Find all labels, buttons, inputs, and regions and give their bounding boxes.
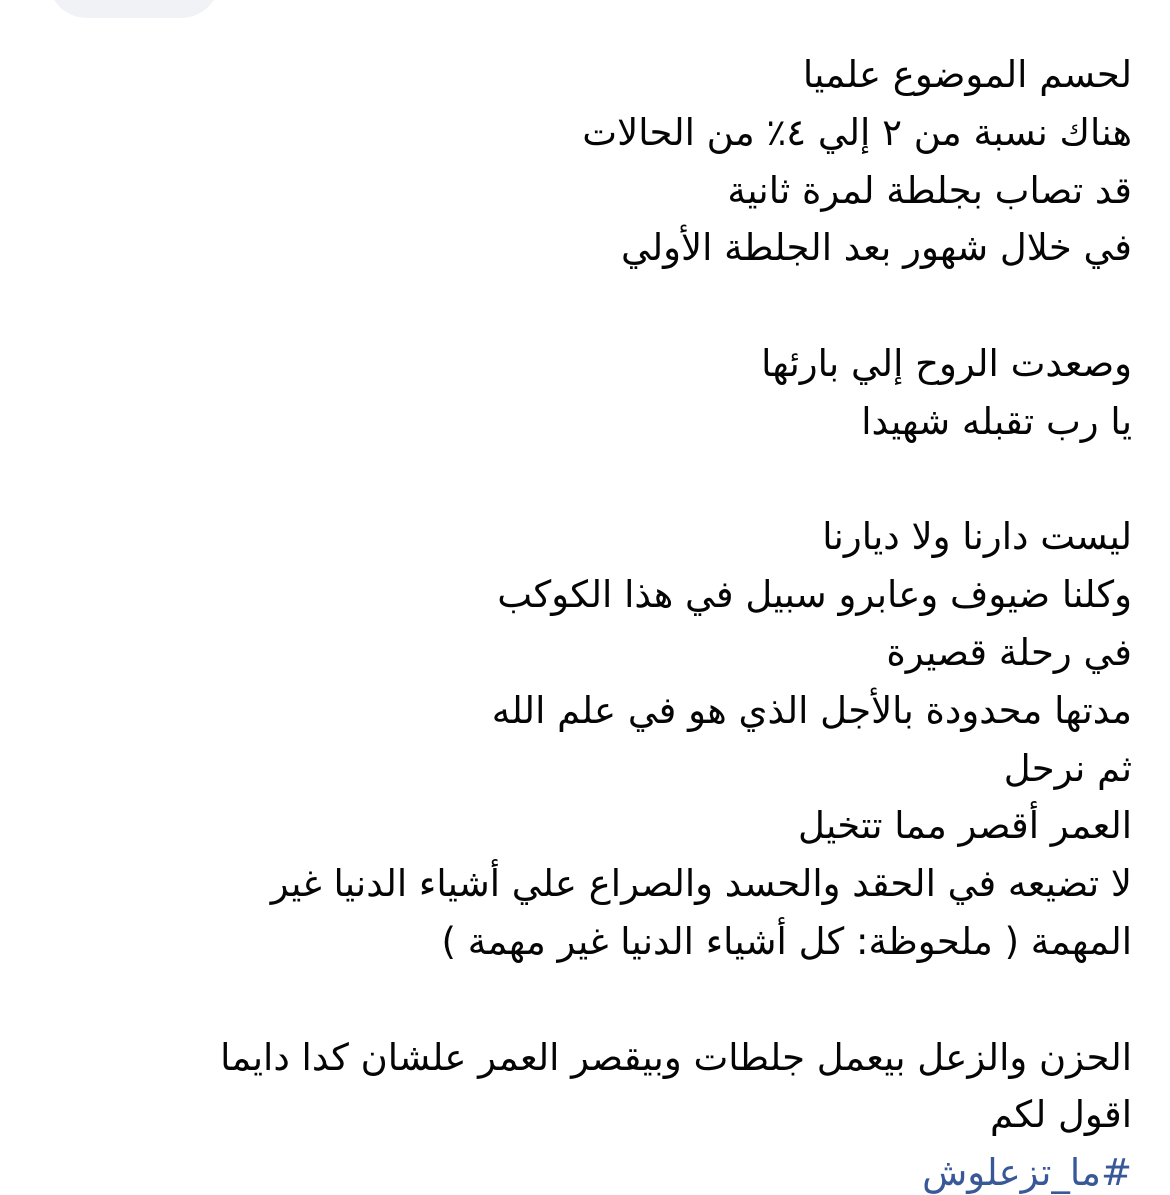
text-line: وصعدت الروح إلي بارئها: [761, 341, 1132, 385]
text-line: قد تصاب بجلطة لمرة ثانية: [727, 168, 1132, 212]
paragraph-gap: [72, 451, 1132, 509]
text-line: في خلال شهور بعد الجلطة الأولي: [620, 226, 1132, 270]
post-body: [72, 46, 1132, 1195]
paragraph-3: [72, 508, 1132, 970]
text-line: ليست دارنا ولا ديارنا: [822, 515, 1132, 559]
hashtag-link[interactable]: #ما_تزعلوش: [922, 1151, 1132, 1195]
text-line: المهمة ( ملحوظة: كل أشياء الدنيا غير مهمة ): [441, 919, 1132, 963]
text-line: يا رب تقبله شهيدا: [861, 399, 1132, 443]
text-line: مدتها محدودة بالأجل الذي هو في علم الله: [491, 688, 1132, 732]
paragraph-4: [72, 1029, 1132, 1145]
text-line: في رحلة قصيرة: [886, 630, 1132, 674]
paragraph-2: [72, 335, 1132, 451]
reaction-pill[interactable]: [48, 0, 220, 18]
text-line: ثم نرحل: [1003, 746, 1132, 790]
text-line: وكلنا ضيوف وعابرو سبيل في هذا الكوكب: [497, 573, 1132, 617]
text-line: العمر أقصر مما تتخيل: [798, 804, 1132, 848]
text-line: الحزن والزعل بيعمل جلطات وبيقصر العمر علشان كدا دايما: [220, 1035, 1132, 1079]
text-line: لحسم الموضوع علميا: [802, 53, 1132, 96]
paragraph-1: [72, 46, 1132, 277]
text-line: اقول لكم: [989, 1093, 1132, 1137]
paragraph-gap: [72, 277, 1132, 335]
text-line: لا تضيعه في الحقد والحسد والصراع علي أشياء الدنيا غير: [270, 862, 1132, 906]
text-line: هناك نسبة من ٢ إلي ٤٪ من الحالات: [582, 110, 1132, 154]
paragraph-gap: [72, 971, 1132, 1029]
